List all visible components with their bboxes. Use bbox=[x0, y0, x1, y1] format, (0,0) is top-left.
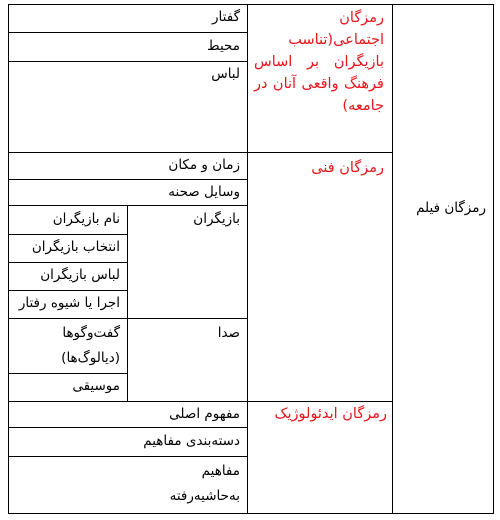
ideological-item-categorization: دسته‌بندی مفاهیم bbox=[143, 433, 240, 449]
technical-code-label: رمزگان فنی bbox=[311, 160, 384, 176]
technical-item-props: وسایل صحنه bbox=[168, 184, 240, 200]
technical-item-actors: بازیگران bbox=[193, 211, 240, 227]
social-code-label: رمزگان اجتماعی(تناسب بازیگران بر اساس فرهنگ واقعی آنان در جامعه) bbox=[254, 10, 384, 114]
social-item-speech: گفتار bbox=[212, 9, 240, 25]
ideological-code-label: رمزگان ایدئولوژیک bbox=[274, 406, 387, 422]
row-sep bbox=[8, 427, 248, 428]
ideological-item-marginalized: مفاهیم به‌حاشیه‌رفته bbox=[169, 463, 240, 504]
ideological-item-main-concept: مفهوم اصلی bbox=[169, 406, 240, 422]
sound-subitem-dialogue: گفت‌وگوها (دیالوگ‌ها) bbox=[61, 325, 120, 366]
row-sep-technical-ideological bbox=[8, 401, 393, 402]
table-border-top bbox=[8, 4, 494, 5]
col-sep-category bbox=[247, 4, 248, 514]
row-sep bbox=[8, 32, 248, 33]
actor-subitem-names: نام بازیگران bbox=[52, 211, 120, 227]
row-sep bbox=[8, 456, 248, 457]
row-sep bbox=[8, 262, 128, 263]
technical-item-time-place: زمان و مکان bbox=[168, 157, 240, 173]
table-border-bottom bbox=[8, 513, 494, 514]
table-border-left bbox=[8, 4, 9, 514]
row-sep bbox=[8, 290, 128, 291]
table-border-right bbox=[493, 4, 494, 514]
row-sep bbox=[8, 61, 248, 62]
social-item-setting: محیط bbox=[207, 38, 240, 54]
col-sep-main bbox=[392, 4, 393, 514]
film-code-label: رمزگان فیلم bbox=[416, 200, 486, 216]
row-sep bbox=[8, 373, 128, 374]
row-sep bbox=[8, 179, 248, 180]
actor-subitem-performance: اجرا یا شیوه رفتار bbox=[18, 295, 120, 311]
row-sep-social-technical bbox=[8, 152, 393, 153]
row-sep bbox=[8, 318, 248, 319]
actor-subitem-costume: لباس بازیگران bbox=[40, 267, 120, 283]
row-sep bbox=[8, 234, 128, 235]
actor-subitem-casting: انتخاب بازیگران bbox=[31, 239, 120, 255]
sound-subitem-music: موسیقی bbox=[72, 378, 120, 394]
row-sep bbox=[8, 205, 248, 206]
technical-item-sound: صدا bbox=[217, 325, 240, 341]
social-item-costume: لباس bbox=[211, 66, 240, 82]
